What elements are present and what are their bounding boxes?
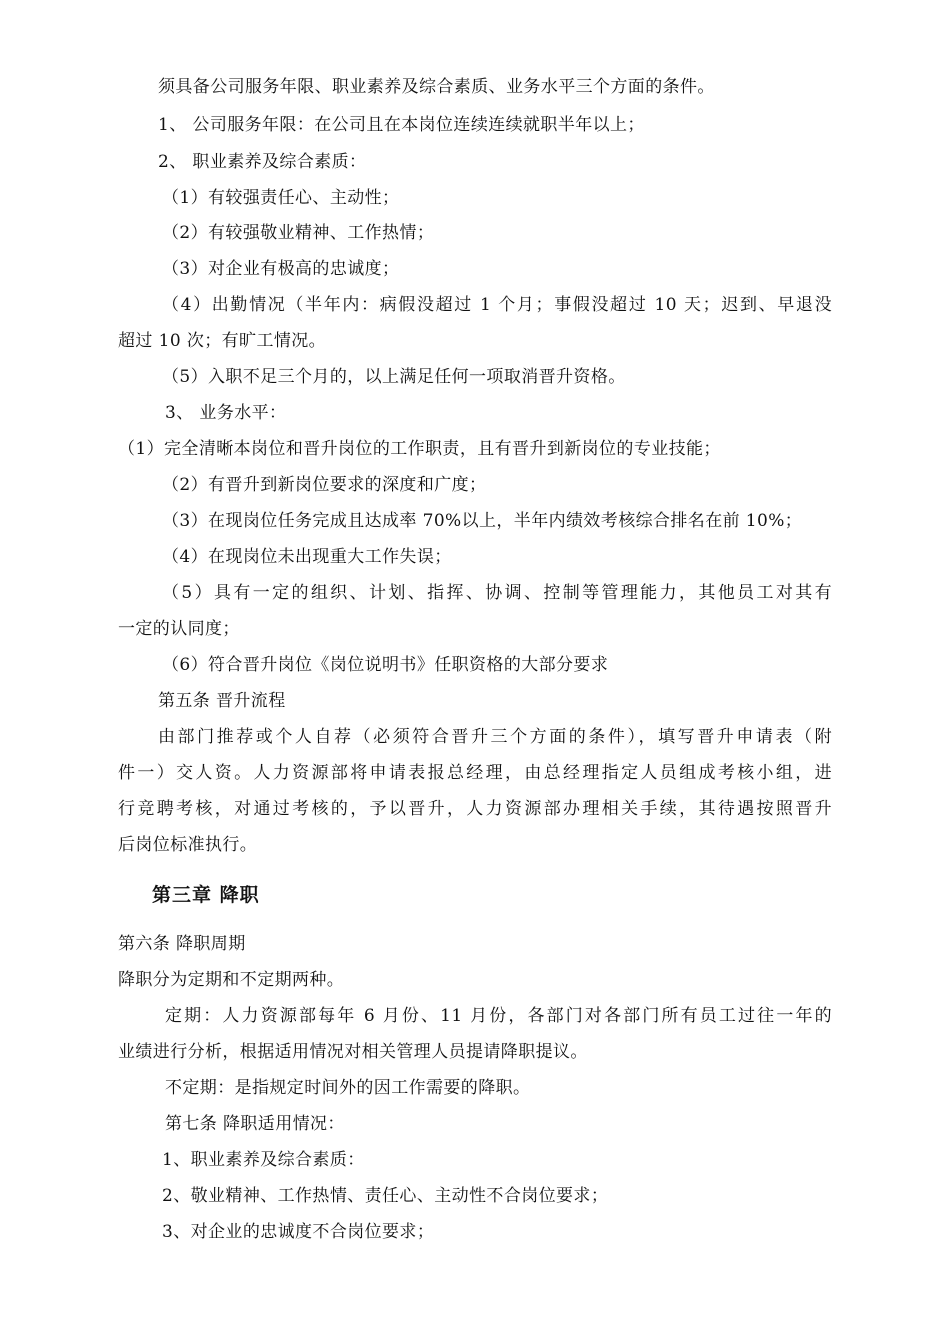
sub-item: （2）有晋升到新岗位要求的深度和广度；	[162, 475, 487, 495]
list-item: 1、职业素养及综合素质：	[162, 1150, 365, 1170]
paragraph-line: 不定期：是指规定时间外的因工作需要的降职。	[165, 1078, 531, 1098]
sub-item: （6）符合晋升岗位《岗位说明书》任职资格的大部分要求	[162, 655, 609, 675]
list-item-business-level: 3、 业务水平：	[165, 403, 287, 423]
paragraph-line: 业绩进行分析，根据适用情况对相关管理人员提请降职提议。	[118, 1042, 588, 1062]
article-heading: 第六条 降职周期	[118, 934, 246, 954]
sub-item: （1）有较强责任心、主动性；	[162, 188, 400, 208]
paragraph-line: 件一）交人资。人力资源部将申请表报总经理，由总经理指定人员组成考核小组，进	[118, 763, 832, 783]
paragraph-line: 行竞聘考核，对通过考核的，予以晋升，人力资源部办理相关手续，其待遇按照晋升	[118, 799, 832, 819]
paragraph-line: 须具备公司服务年限、职业素养及综合素质、业务水平三个方面的条件。	[158, 77, 715, 97]
paragraph-line: 降职分为定期和不定期两种。	[118, 970, 345, 990]
sub-item-continued: 一定的认同度；	[118, 619, 240, 639]
list-item: 2、敬业精神、工作热情、责任心、主动性不合岗位要求；	[162, 1186, 609, 1206]
paragraph-line: 由部门推荐或个人自荐（必须符合晋升三个方面的条件），填写晋升申请表（附	[158, 727, 832, 747]
sub-item: （2）有较强敬业精神、工作热情；	[162, 223, 435, 243]
list-item-professional-quality: 2、 职业素养及综合素质：	[158, 152, 367, 172]
article-heading: 第七条 降职适用情况：	[165, 1114, 345, 1134]
article-heading: 第五条 晋升流程	[158, 691, 286, 711]
list-item: 3、对企业的忠诚度不合岗位要求；	[162, 1222, 435, 1242]
sub-item-continued: 超过 10 次；有旷工情况。	[118, 331, 327, 351]
sub-item: （5）入职不足三个月的，以上满足任何一项取消晋升资格。	[162, 367, 626, 387]
sub-item: （1）完全清晰本岗位和晋升岗位的工作职责，且有晋升到新岗位的专业技能；	[118, 439, 721, 459]
paragraph-line: 后岗位标准执行。	[118, 835, 258, 855]
paragraph-line: 定期：人力资源部每年 6 月份、11 月份，各部门对各部门所有员工过往一年的	[165, 1006, 832, 1026]
sub-item: （4）在现岗位未出现重大工作失误；	[162, 547, 452, 567]
sub-item: （3）在现岗位任务完成且达成率 70%以上，半年内绩效考核综合排名在前 10%；	[162, 511, 803, 531]
sub-item: （3）对企业有极高的忠诚度；	[162, 259, 400, 279]
list-item-service-years: 1、 公司服务年限：在公司且在本岗位连续连续就职半年以上；	[158, 115, 645, 135]
sub-item: （5）具有一定的组织、计划、指挥、协调、控制等管理能力，其他员工对其有	[162, 583, 832, 603]
chapter-heading: 第三章 降职	[152, 884, 260, 906]
sub-item: （4）出勤情况（半年内：病假没超过 1 个月；事假没超过 10 天；迟到、早退没	[162, 295, 832, 315]
